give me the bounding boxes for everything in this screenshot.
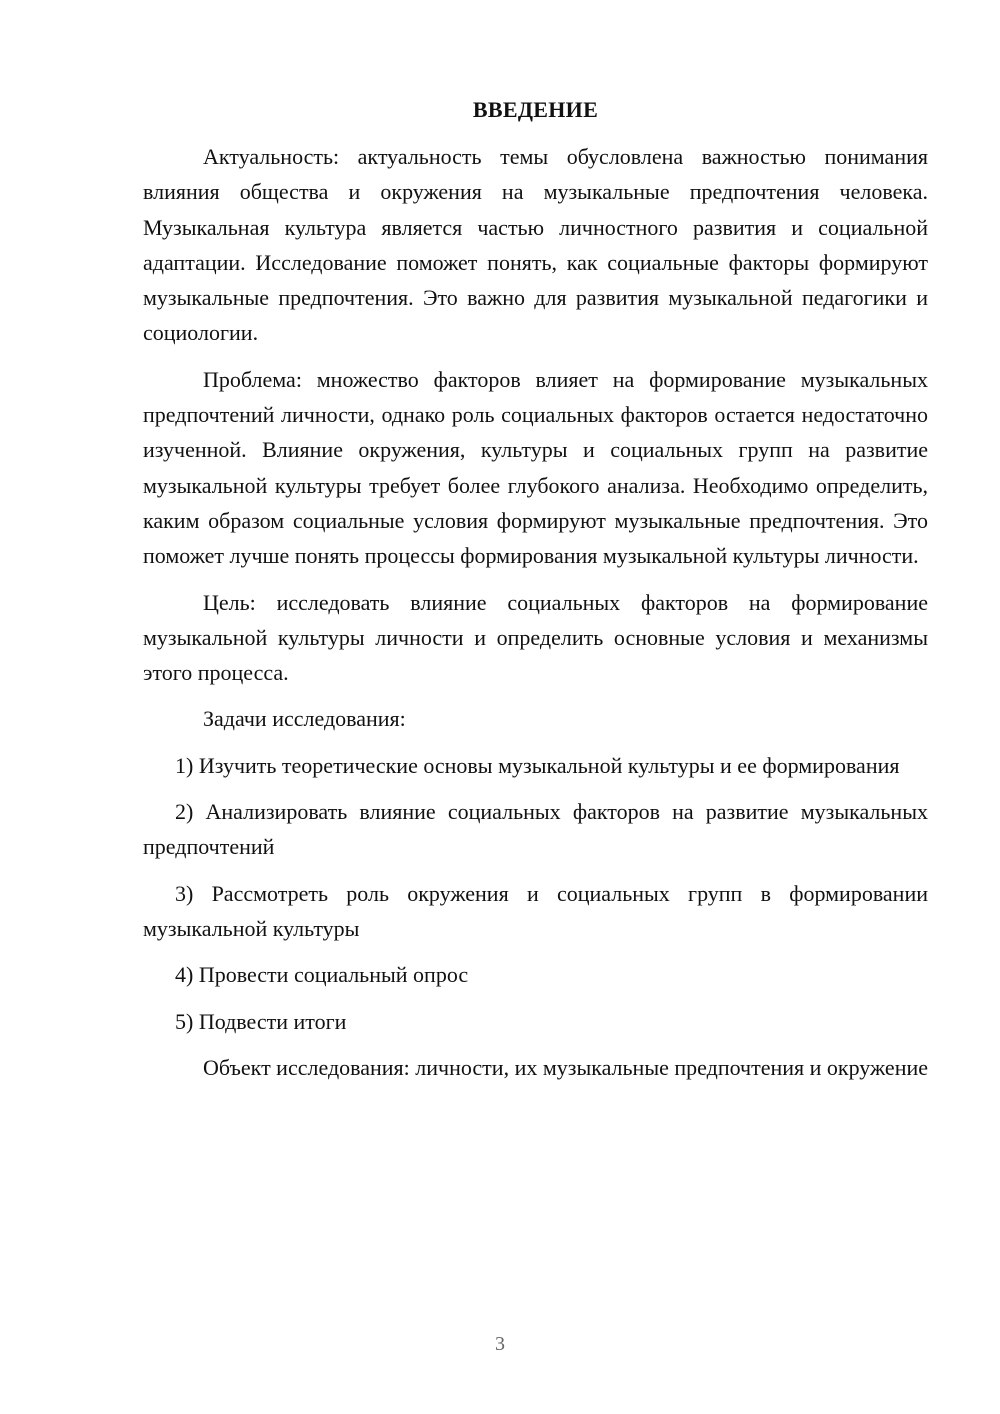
paragraph-object: Объект исследования: личности, их музыкальные предпочтения и окружение bbox=[203, 1054, 929, 1080]
task-item-3: 3) Рассмотреть роль окружения и социальных групп в формировании музыкальной культуры bbox=[143, 880, 928, 941]
paragraph-problem: Проблема: множество факторов влияет на формирование музыкальных предпочтений личности, однако роль социальных факторов остается недостаточно изученной. Влияние окружения, культуры и социальных групп на развитие музыкальной культуры требует более глубокого анализа. Необходимо определить, каким образом социальные условия формируют музыкальные предпочтения. Это поможет лучше понять процессы формирования музыкальной культуры личности. bbox=[143, 366, 928, 569]
document-page bbox=[143, 92, 928, 1085]
tasks-heading: Задачи исследования: bbox=[203, 706, 406, 732]
paragraph-goal: Цель: исследовать влияние социальных факторов на формирование музыкальной культуры личности и определить основные условия и механизмы этого процесса. bbox=[143, 589, 928, 686]
section-title: ВВЕДЕНИЕ bbox=[472, 97, 599, 122]
task-item-5: 5) Подвести итоги bbox=[175, 1008, 347, 1034]
task-item-1: 1) Изучить теоретические основы музыкальной культуры и ее формирования bbox=[175, 752, 900, 778]
paragraph-relevance: Актуальность: актуальность темы обусловлена важностью понимания влияния общества и окружения на музыкальные предпочтения человека. Музыкальная культура является частью личностного развития и социальной адаптации. Исследование поможет понять, как социальные факторы формируют музыкальные предпочтения. Это важно для развития музыкальной педагогики и социологии. bbox=[143, 144, 928, 346]
page-number: 3 bbox=[495, 1333, 505, 1355]
task-item-4: 4) Провести социальный опрос bbox=[175, 962, 469, 988]
task-item-2: 2) Анализировать влияние социальных факторов на развитие музыкальных предпочтений bbox=[143, 799, 928, 860]
